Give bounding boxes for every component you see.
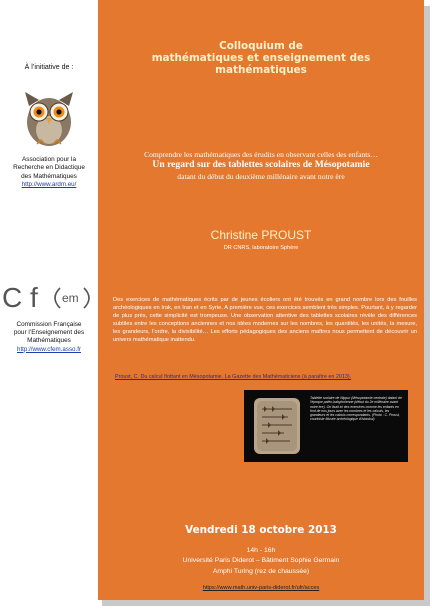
- sidebar: [0, 0, 98, 610]
- speaker-affiliation: DR CNRS, laboratoire Sphère: [223, 245, 299, 251]
- subtitle-intro: Comprendre les mathématiques des érudits en observant celles des enfants…: [144, 150, 378, 159]
- tablet-caption: Tablette scolaire de Nippur (Mésopotamie centrale) datant de l’époque paléo-babylonienne (début du 2e millénaire avant notre ère). On lisait ici des exercices comme les enfants en font de nos jours avec les nombres et les calculs, les grandeurs et les calculs correspondants. (Photo : C. Proust, courtoisie Musée archéologique d’Istanbul): [310, 396, 402, 422]
- event-time: 14h - 16h: [246, 547, 276, 554]
- access-link[interactable]: https://www.math.univ-paris-diderot.fr/ufr/acces: [202, 585, 320, 591]
- cfem-line-1: Commission Française: [16, 321, 82, 328]
- panel-shadow-bottom: [102, 600, 430, 606]
- cfem-block: [0, 321, 98, 354]
- poster-title: [98, 40, 424, 77]
- reference-link[interactable]: Proust, C. Du calcul flottant en Mésopotamie. La Gazette des Mathématiciens (à paraître en 2013).: [115, 374, 352, 380]
- title-line-1: Colloquium de: [219, 40, 303, 52]
- cfem-link[interactable]: http://www.cfem.asso.fr: [17, 345, 81, 353]
- cfem-line-2: pour l’Enseignement des: [13, 329, 85, 337]
- subtitle-period: datant du début du deuxième millénaire avant notre ère: [177, 172, 345, 181]
- title-line-3: mathématiques: [215, 64, 307, 77]
- tablet-figure: [244, 390, 408, 462]
- panel-shadow-right: [424, 6, 430, 602]
- speaker-name: Christine PROUST: [210, 228, 312, 242]
- cfem-logo-icon: [0, 278, 98, 318]
- ardm-link[interactable]: http://www.ardm.eu/: [21, 181, 77, 189]
- ardm-line-1: Association pour la: [22, 156, 76, 163]
- subtitle-main: Un regard sur des tablettes scolaires de Mésopotamie: [152, 159, 370, 170]
- title-line-2: mathématiques et enseignement des: [151, 52, 371, 65]
- event-date: Vendredi 18 octobre 2013: [185, 524, 337, 536]
- ardm-line-2: Recherche en Didactique: [13, 164, 85, 172]
- event-venue: Université Paris Diderot – Bâtiment Sophie Germain: [182, 557, 340, 564]
- cfem-logo-text: C f: [2, 282, 38, 313]
- ardm-block: [0, 156, 98, 190]
- cfem-line-3: Mathématiques: [27, 337, 71, 345]
- event-room: Amphi Turing (rez de chaussée): [212, 568, 310, 575]
- owl-logo-icon: [19, 88, 79, 148]
- abstract-text: Des exercices de mathématiques écrits par de jeunes écoliers ont été trouvés en grand nombre lors des fouilles archéologiques en Irak, en Iran et en Syrie. A première vue, ces exercices semblent très simples. Pourtant, à y regarder de plus près, cette simplicité est trompeuse. Une observation attentive des tablettes scolaires révèle des différences subtiles entre les conceptions anciennes et nos idées modernes sur les nombres, les quantités, les unités, la mesure, les grandeurs, l’ordre, la divisibilité… Les efforts pédagogiques des anciens maîtres nous permettent de découvrir un univers mathématique inattendu.: [113, 297, 417, 343]
- cfem-logo-em: em: [62, 291, 79, 305]
- clay-tablet-icon: [248, 395, 306, 457]
- ardm-line-3: des Mathématiques: [21, 172, 77, 180]
- initiative-label: À l’initiative de :: [24, 64, 74, 71]
